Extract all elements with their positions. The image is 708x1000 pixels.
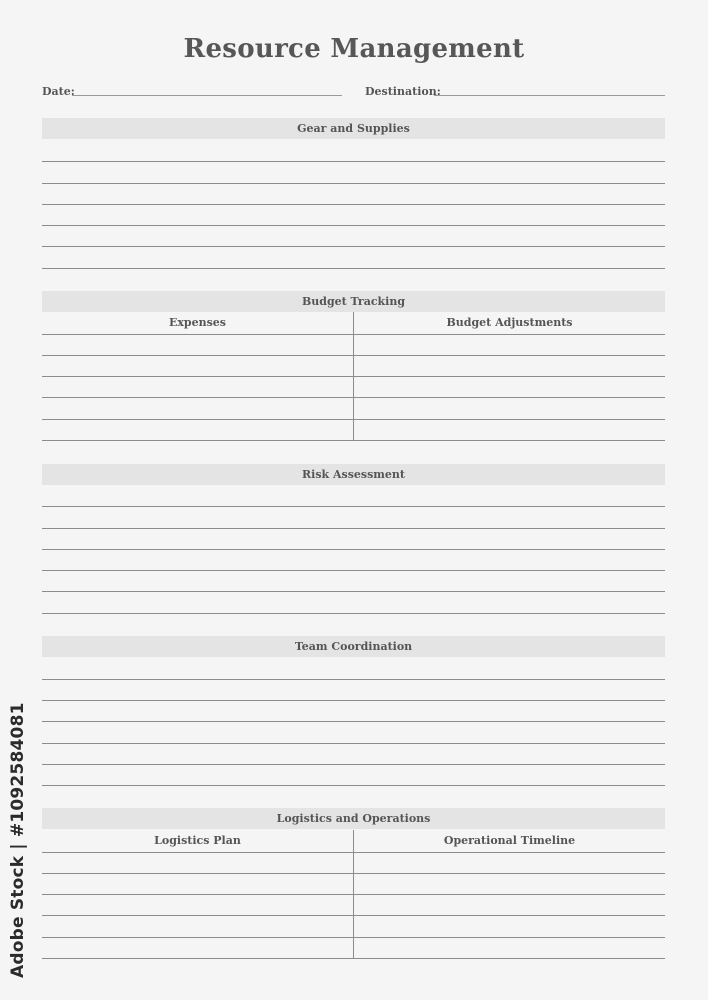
risk-line[interactable] bbox=[42, 613, 665, 614]
expenses-column-header: Expenses bbox=[168, 316, 226, 329]
gear-line[interactable] bbox=[42, 161, 665, 162]
budget-section-header: Budget Tracking bbox=[42, 291, 665, 312]
gear-line[interactable] bbox=[42, 204, 665, 205]
team-line[interactable] bbox=[42, 743, 665, 744]
gear-line[interactable] bbox=[42, 268, 665, 269]
budget-line[interactable] bbox=[42, 355, 665, 356]
date-label: Date: bbox=[42, 85, 75, 98]
logistics-section-header: Logistics and Operations bbox=[42, 808, 665, 829]
gear-line[interactable] bbox=[42, 183, 665, 184]
risk-line[interactable] bbox=[42, 528, 665, 529]
budget-line[interactable] bbox=[42, 334, 665, 335]
destination-label: Destination: bbox=[365, 85, 441, 98]
budget-line[interactable] bbox=[42, 397, 665, 398]
risk-section-header: Risk Assessment bbox=[42, 464, 665, 485]
risk-line[interactable] bbox=[42, 570, 665, 571]
date-field-line[interactable] bbox=[72, 95, 342, 96]
risk-line[interactable] bbox=[42, 506, 665, 507]
logistics-line[interactable] bbox=[42, 873, 665, 874]
team-line[interactable] bbox=[42, 679, 665, 680]
stock-id-watermark: Adobe Stock | #1092584081 bbox=[8, 702, 28, 978]
gear-section-header: Gear and Supplies bbox=[42, 118, 665, 139]
gear-line[interactable] bbox=[42, 225, 665, 226]
team-section-header: Team Coordination bbox=[42, 636, 665, 657]
team-line[interactable] bbox=[42, 721, 665, 722]
destination-field-line[interactable] bbox=[434, 95, 665, 96]
budget-line[interactable] bbox=[42, 419, 665, 420]
budget-line[interactable] bbox=[42, 376, 665, 377]
budget-line[interactable] bbox=[42, 440, 665, 441]
risk-line[interactable] bbox=[42, 591, 665, 592]
logistics-line[interactable] bbox=[42, 852, 665, 853]
page-title: Resource Management bbox=[183, 34, 525, 64]
logistics-plan-column-header: Logistics Plan bbox=[154, 834, 241, 847]
team-line[interactable] bbox=[42, 785, 665, 786]
logistics-line[interactable] bbox=[42, 915, 665, 916]
logistics-line[interactable] bbox=[42, 937, 665, 938]
team-line[interactable] bbox=[42, 700, 665, 701]
gear-line[interactable] bbox=[42, 246, 665, 247]
risk-line[interactable] bbox=[42, 549, 665, 550]
team-line[interactable] bbox=[42, 764, 665, 765]
operational-timeline-column-header: Operational Timeline bbox=[443, 834, 576, 847]
budget-adjustments-column-header: Budget Adjustments bbox=[446, 316, 573, 329]
logistics-line[interactable] bbox=[42, 894, 665, 895]
logistics-line[interactable] bbox=[42, 958, 665, 959]
